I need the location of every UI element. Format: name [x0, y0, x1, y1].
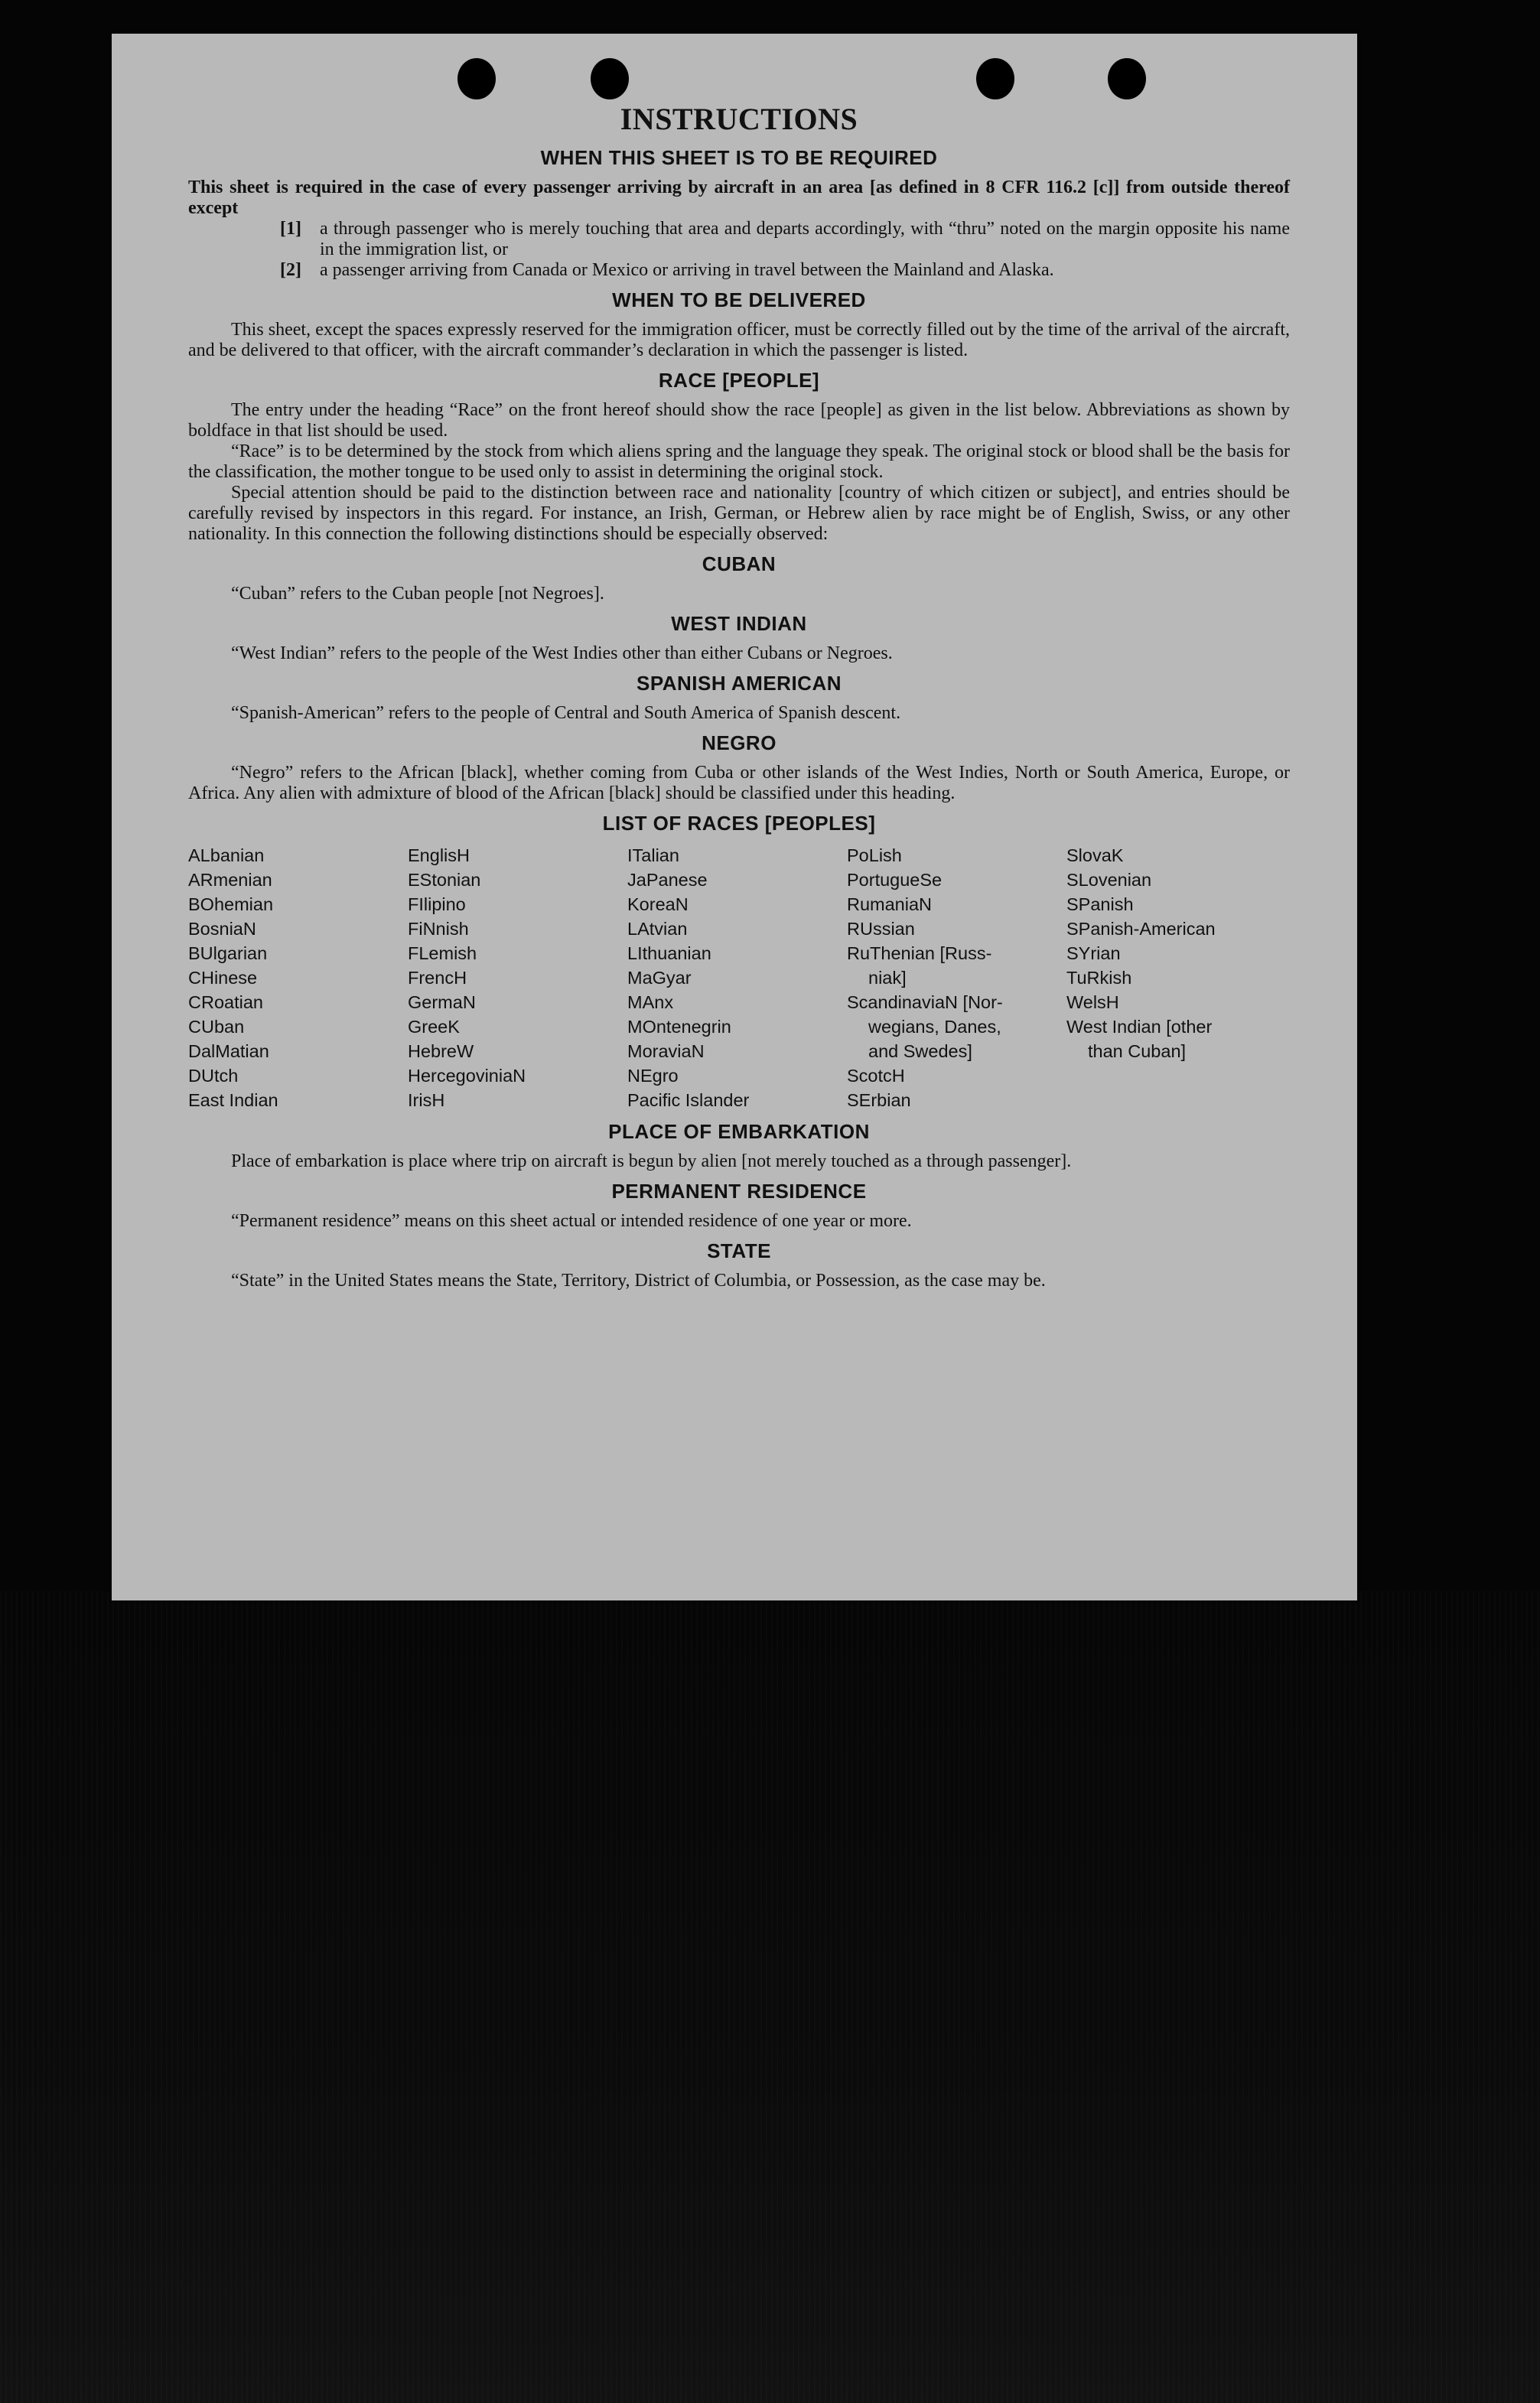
race-entry-continued: niak] [868, 968, 907, 988]
race-entry: CUban [188, 1017, 245, 1037]
race-entry: ScotcH [847, 1066, 905, 1086]
race-entry: JaPanese [627, 870, 708, 890]
race-entry-continued: than Cuban] [1088, 1041, 1187, 1061]
race-entry: IrisH [408, 1090, 445, 1110]
race-entry: HercegoviniaN [408, 1066, 526, 1086]
race-entry: LAtvian [627, 919, 688, 939]
when-required-intro: This sheet is required in the case of every passenger arriving by aircraft in an area [as defined in 8 CFR 116.2 [c]] from outside thereof except [188, 177, 1290, 218]
instruction-sheet [112, 34, 1357, 1600]
west-indian-text: “West Indian” refers to the people of the West Indies other than either Cubans or Negroes. [231, 643, 893, 663]
race-paragraph-1: The entry under the heading “Race” on the front hereof should show the race [people] as given in the list below. Abbreviations as shown by boldface in that list should be used. [188, 400, 1290, 441]
race-entry: BOhemian [188, 894, 274, 914]
spanish-american-text: “Spanish-American” refers to the people of Central and South America of Spanish descent. [231, 703, 901, 723]
punch-hole [976, 58, 1014, 99]
race-entry: RumaniaN [847, 894, 933, 914]
race-entry: Pacific Islander [627, 1090, 750, 1110]
page-title: INSTRUCTIONS [620, 102, 858, 136]
race-entry: TuRkish [1066, 968, 1132, 988]
race-entry: FrencH [408, 968, 467, 988]
race-entry: ITalian [627, 845, 679, 865]
heading-place-of-embarkation: PLACE OF EMBARKATION [608, 1120, 870, 1143]
race-entry: EnglisH [408, 845, 470, 865]
race-entry: GreeK [408, 1017, 460, 1037]
race-entry: CRoatian [188, 992, 263, 1012]
race-entry: FiNnish [408, 919, 469, 939]
race-entry: HebreW [408, 1041, 474, 1061]
heading-when-delivered: WHEN TO BE DELIVERED [612, 288, 866, 311]
race-entry: ARmenian [188, 870, 272, 890]
race-entry: MAnx [627, 992, 674, 1012]
race-entry: PortugueSe [847, 870, 943, 890]
race-entry: EStonian [408, 870, 481, 890]
race-entry: East Indian [188, 1090, 278, 1110]
race-entry: KoreaN [627, 894, 689, 914]
race-entry: West Indian [other [1066, 1017, 1213, 1037]
permanent-residence-text: “Permanent residence” means on this sheet actual or intended residence of one year or more. [231, 1211, 912, 1231]
race-entry: GermaN [408, 992, 476, 1012]
cuban-text: “Cuban” refers to the Cuban people [not Negroes]. [231, 584, 604, 604]
state-text: “State” in the United States means the State, Territory, District of Columbia, or Possession, as the case may be. [231, 1271, 1046, 1291]
punch-hole [591, 58, 629, 99]
race-entry: ScandinaviaN [Nor- [847, 992, 1003, 1012]
heading-list-of-races: LIST OF RACES [PEOPLES] [602, 812, 876, 835]
race-entry: SPanish [1066, 894, 1134, 914]
race-paragraph-2: “Race” is to be determined by the stock from which aliens spring and the language they speak. The original stock or blood shall be the basis for the classification, the mother tongue to be used only to assist in determining the original stock. [188, 441, 1290, 482]
sheet-content [188, 101, 1290, 1291]
races-column [188, 843, 408, 1112]
race-entry: DUtch [188, 1066, 239, 1086]
race-entry: LIthuanian [627, 943, 711, 963]
race-entry: NEgro [627, 1066, 679, 1086]
heading-permanent-residence: PERMANENT RESIDENCE [611, 1180, 867, 1203]
race-entry: SYrian [1066, 943, 1121, 963]
heading-race: RACE [PEOPLE] [658, 369, 820, 392]
race-entry: FLemish [408, 943, 477, 963]
race-entry: MaGyar [627, 968, 692, 988]
place-of-embarkation-text: Place of embarkation is place where trip on aircraft is begun by alien [not merely touched as a through passenger]. [231, 1151, 1072, 1171]
race-entry: SPanish-American [1066, 919, 1216, 939]
heading-spanish-american: SPANISH AMERICAN [636, 672, 842, 695]
race-entry: BosniaN [188, 919, 256, 939]
races-column [1066, 843, 1286, 1112]
exception-text: a through passenger who is merely touching that area and departs accordingly, with “thru” noted on the margin opposite his name in the immigration list, or [320, 219, 1290, 259]
race-entry-continued: wegians, Danes, [868, 1017, 1001, 1037]
heading-when-required: WHEN THIS SHEET IS TO BE REQUIRED [540, 146, 938, 169]
races-column [408, 843, 627, 1112]
race-entry: ALbanian [188, 845, 265, 865]
race-entry: PoLish [847, 845, 902, 865]
race-entry: BUlgarian [188, 943, 268, 963]
race-entry: FIlipino [408, 894, 466, 914]
negro-text: “Negro” refers to the African [black], whether coming from Cuba or other islands of the West Indies, North or South America, Europe, or Africa. Any alien with admixture of blood of the African [black] should be classified under this heading. [188, 763, 1290, 803]
heading-state: STATE [707, 1239, 771, 1262]
race-entry: RuThenian [Russ- [847, 943, 992, 963]
race-entry: RUssian [847, 919, 915, 939]
when-delivered-text: This sheet, except the spaces expressly reserved for the immigration officer, must be correctly filled out by the time of the arrival of the aircraft, and be delivered to that officer, with the aircraft commander’s declaration in which the passenger is listed. [188, 320, 1290, 360]
race-entry: WelsH [1066, 992, 1119, 1012]
exception-item [280, 219, 1290, 260]
heading-cuban: CUBAN [702, 552, 777, 575]
exception-number: [1] [280, 219, 301, 239]
heading-west-indian: WEST INDIAN [671, 612, 807, 635]
race-entry: SlovaK [1066, 845, 1124, 865]
race-entry: MOntenegrin [627, 1017, 731, 1037]
race-entry-continued: and Swedes] [868, 1041, 972, 1061]
exception-text: a passenger arriving from Canada or Mexico or arriving in travel between the Mainland and Alaska. [320, 260, 1054, 280]
race-entry: SLovenian [1066, 870, 1152, 890]
punch-hole [457, 58, 496, 99]
heading-negro: NEGRO [702, 731, 777, 754]
race-entry: SErbian [847, 1090, 911, 1110]
race-entry: MoraviaN [627, 1041, 705, 1061]
race-entry: DalMatian [188, 1041, 269, 1061]
races-column [627, 843, 847, 1112]
punch-hole [1108, 58, 1146, 99]
races-list [188, 843, 1290, 1112]
race-entry: CHinese [188, 968, 258, 988]
exception-item [280, 260, 1290, 281]
race-paragraph-3: Special attention should be paid to the distinction between race and nationality [country of which citizen or subject], and entries should be carefully revised by inspectors in this regard. For instance, an Irish, German, or Hebrew alien by race might be of English, Swiss, or any other nationality. In this connection the following distinctions should be especially observed: [188, 483, 1290, 544]
scan-background [0, 1591, 1540, 2403]
races-column [847, 843, 1066, 1112]
exception-number: [2] [280, 260, 301, 280]
